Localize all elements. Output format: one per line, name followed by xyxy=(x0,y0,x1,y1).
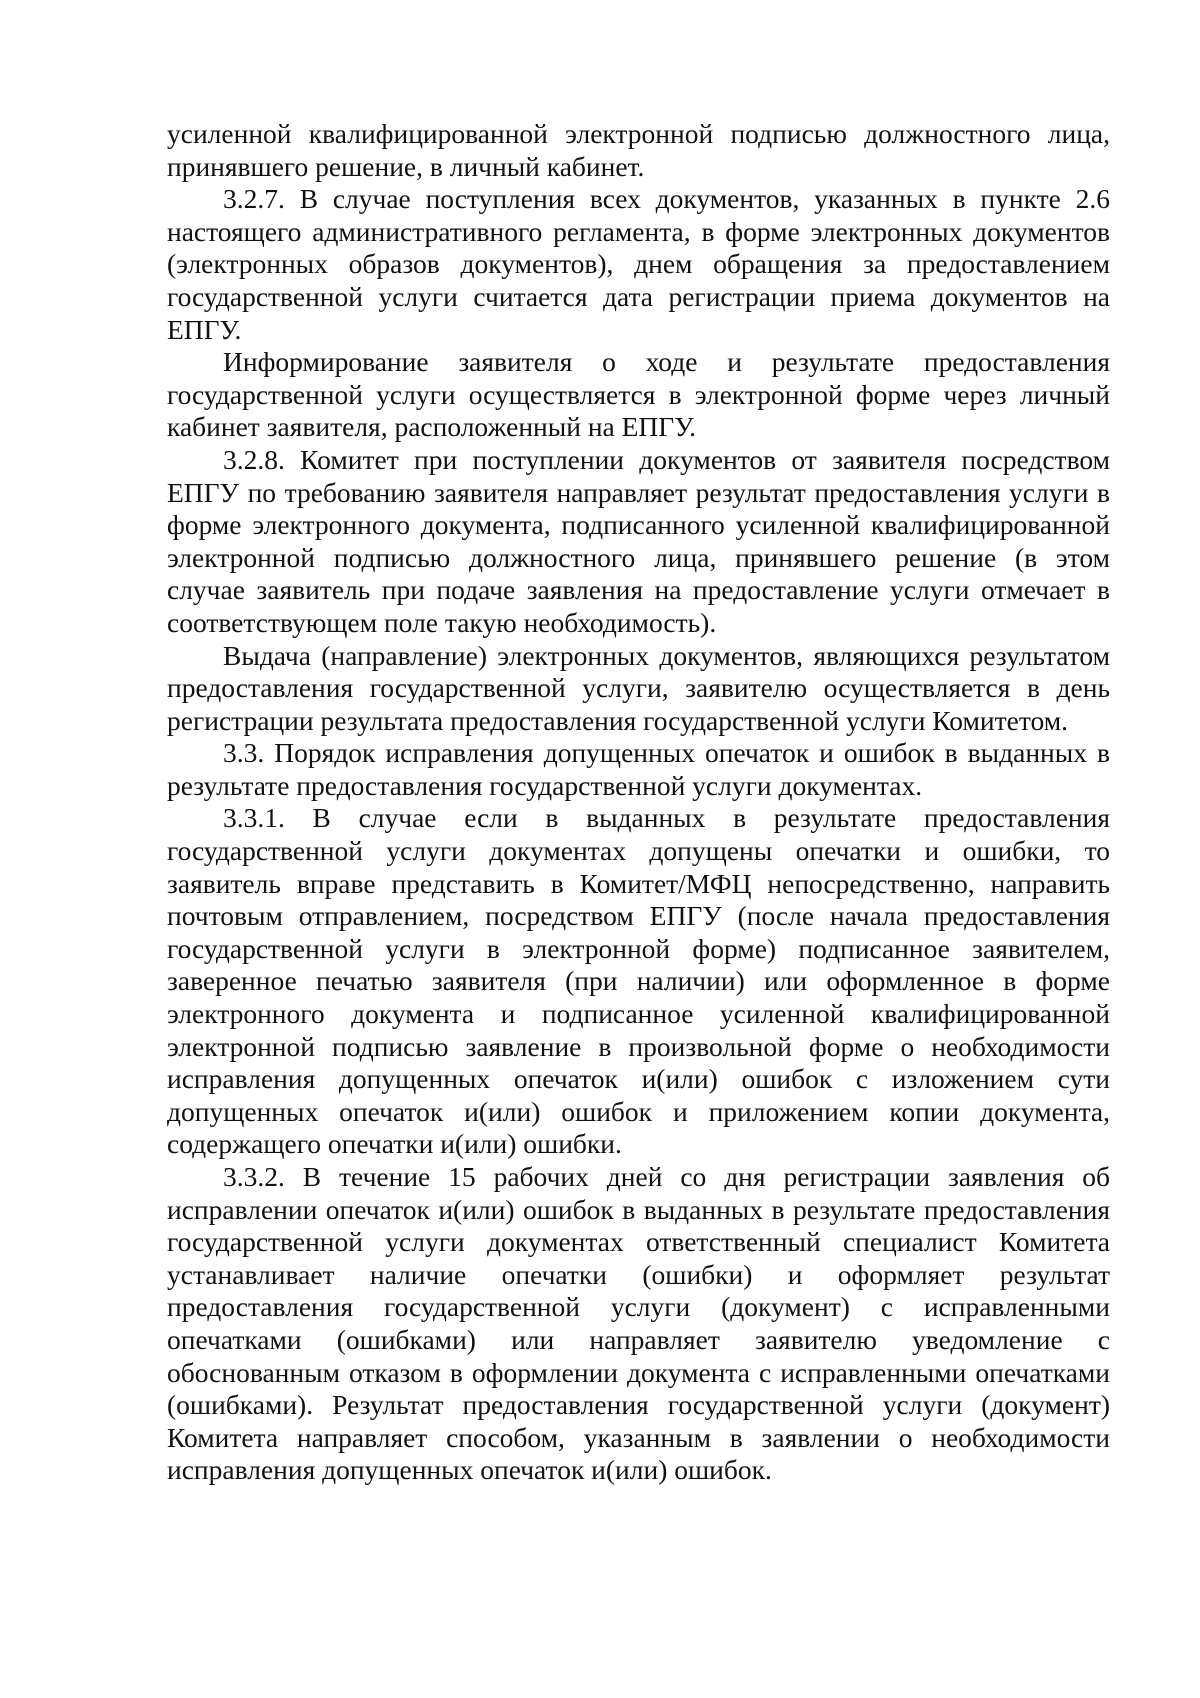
paragraph-3-3-1: 3.3.1. В случае если в выданных в результате предоставления государственной услуги документах допущены опечатки и ошибки, то заявитель вправе представить в Комитет/МФЦ непосредственно, направить почтовым отправлением, посредством ЕПГУ (после начала предоставления государственной услуги в электронной форме) подписанное заявителем, заверенное печатью заявителя (при наличии) или оформленное в форме электронного документа и подписанное усиленной квалифицированной электронной подписью заявление в произвольной форме о необходимости исправления допущенных опечаток и(или) ошибок с изложением сути допущенных опечаток и(или) ошибок и приложением копии документа, содержащего опечатки и(или) ошибки. xyxy=(167,802,1110,1160)
paragraph-3-2-7: 3.2.7. В случае поступления всех документов, указанных в пункте 2.6 настоящего административного регламента, в форме электронных документов (электронных образов документов), днем обращения за предоставлением государственной услуги считается дата регистрации приема документов на ЕПГУ. xyxy=(167,183,1110,345)
paragraph-3-2-8: 3.2.8. Комитет при поступлении документов от заявителя посредством ЕПГУ по требованию заявителя направляет результат предоставления услуги в форме электронного документа, подписанного усиленной квалифицированной электронной подписью должностного лица, принявшего решение (в этом случае заявитель при подаче заявления на предоставление услуги отмечает в соответствующем поле такую необходимость). xyxy=(167,443,1110,638)
document-body xyxy=(167,118,1110,1487)
paragraph-continuation: усиленной квалифицированной электронной подписью должностного лица, принявшего решение, в личный кабинет. xyxy=(167,118,1110,182)
paragraph-3-3: 3.3. Порядок исправления допущенных опечаток и ошибок в выданных в результате предоставления государственной услуги документах. xyxy=(167,737,1110,801)
paragraph-issuance: Выдача (направление) электронных документов, являющихся результатом предоставления государственной услуги, заявителю осуществляется в день регистрации результата предоставления государственной услуги Комитетом. xyxy=(167,639,1110,736)
paragraph-informing: Информирование заявителя о ходе и результате предоставления государственной услуги осуществляется в электронной форме через личный кабинет заявителя, расположенный на ЕПГУ. xyxy=(167,346,1110,443)
paragraph-3-3-2: 3.3.2. В течение 15 рабочих дней со дня регистрации заявления об исправлении опечаток и(или) ошибок в выданных в результате предоставления государственной услуги документах ответственный специалист Комитета устанавливает наличие опечатки (ошибки) и оформляет результат предоставления государственной услуги (документ) с исправленными опечатками (ошибками) или направляет заявителю уведомление с обоснованным отказом в оформлении документа с исправленными опечатками (ошибками). Результат предоставления государственной услуги (документ) Комитета направляет способом, указанным в заявлении о необходимости исправления допущенных опечаток и(или) ошибок. xyxy=(167,1161,1110,1486)
